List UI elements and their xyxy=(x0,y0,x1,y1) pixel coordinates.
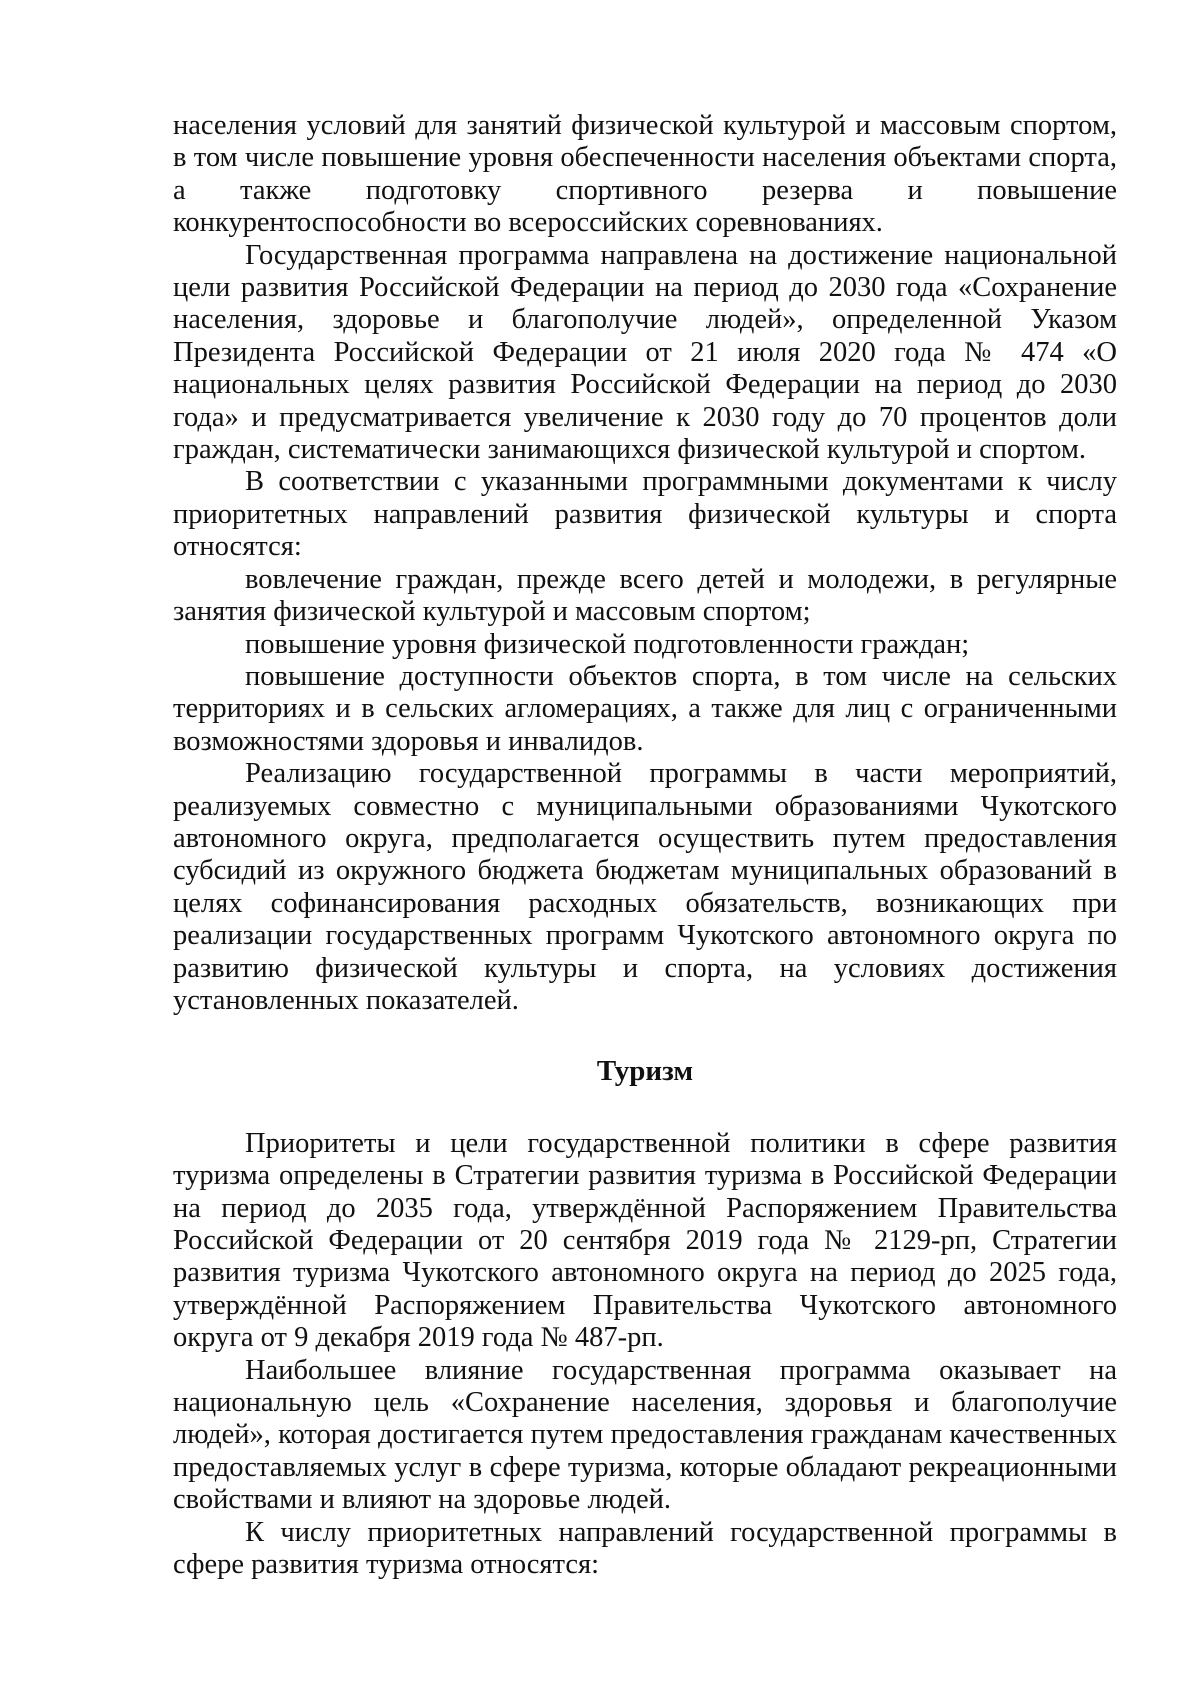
section-heading-tourism: Туризм xyxy=(596,1055,694,1088)
paragraph-sport-continuation: населения условий для занятий физической культурой и массовым спортом, в том числе повышение уровня обеспеченности населения объектами спорта, а также подготовку спортивного резерва и повышение конкурентоспособности во всероссийских соревнованиях. xyxy=(173,110,1117,239)
paragraph-priority-involvement: вовлечение граждан, прежде всего детей и молодежи, в регулярные занятия физической культурой и массовым спортом; xyxy=(173,563,1117,628)
paragraph-tourism-impact: Наибольшее влияние государственная программа оказывает на национальную цель «Сохранение населения, здоровья и благополучие людей», которая достигается путем предоставления гражданам качественных предоставляемых услуг в сфере туризма, которые обладают рекреационными свойствами и влияют на здоровье людей. xyxy=(173,1354,1117,1516)
spacer xyxy=(173,1017,1117,1055)
spacer xyxy=(173,1088,1117,1128)
paragraph-priority-intro: В соответствии с указанными программными документами к числу приоритетных направлений развития физической культуры и спорта относятся: xyxy=(173,466,1117,563)
paragraph-tourism-strategy: Приоритеты и цели государственной политики в сфере развития туризма определены в Стратегии развития туризма в Российской Федерации на период до 2035 года, утверждённой Распоряжением Правительства Российской Федерации от 20 сентября 2019 года № 2129-рп, Стратегии развития туризма Чукотского автономного округа на период до 2025 года, утверждённой Распоряжением Правительства Чукотского автономного округа от 9 декабря 2019 года № 487-рп. xyxy=(173,1127,1117,1354)
document-page xyxy=(173,110,1117,1581)
paragraph-priority-fitness: повышение уровня физической подготовленности граждан; xyxy=(245,628,970,660)
paragraph-tourism-priority-intro: К числу приоритетных направлений государственной программы в сфере развития туризма относятся: xyxy=(173,1516,1117,1581)
paragraph-implementation-subsidies: Реализацию государственной программы в части мероприятий, реализуемых совместно с муниципальными образованиями Чукотского автономного округа, предполагается осуществить путем предоставления субсидий из окружного бюджета бюджетам муниципальных образований в целях софинансирования расходных обязательств, возникающих при реализации государственных программ Чукотского автономного округа по развитию физической культуры и спорта, на условиях достижения установленных показателей. xyxy=(173,758,1117,1016)
paragraph-national-goal: Государственная программа направлена на достижение национальной цели развития Российской Федерации на период до 2030 года «Сохранение населения, здоровье и благополучие людей», определенной Указом Президента Российской Федерации от 21 июля 2020 года № 474 «О национальных целях развития Российской Федерации на период до 2030 года» и предусматривается увеличение к 2030 году до 70 процентов доли граждан, систематически занимающихся физической культурой и спортом. xyxy=(173,239,1117,466)
paragraph-priority-accessibility: повышение доступности объектов спорта, в том числе на сельских территориях и в сельских агломерациях, а также для лиц с ограниченными возможностями здоровья и инвалидов. xyxy=(173,660,1117,757)
